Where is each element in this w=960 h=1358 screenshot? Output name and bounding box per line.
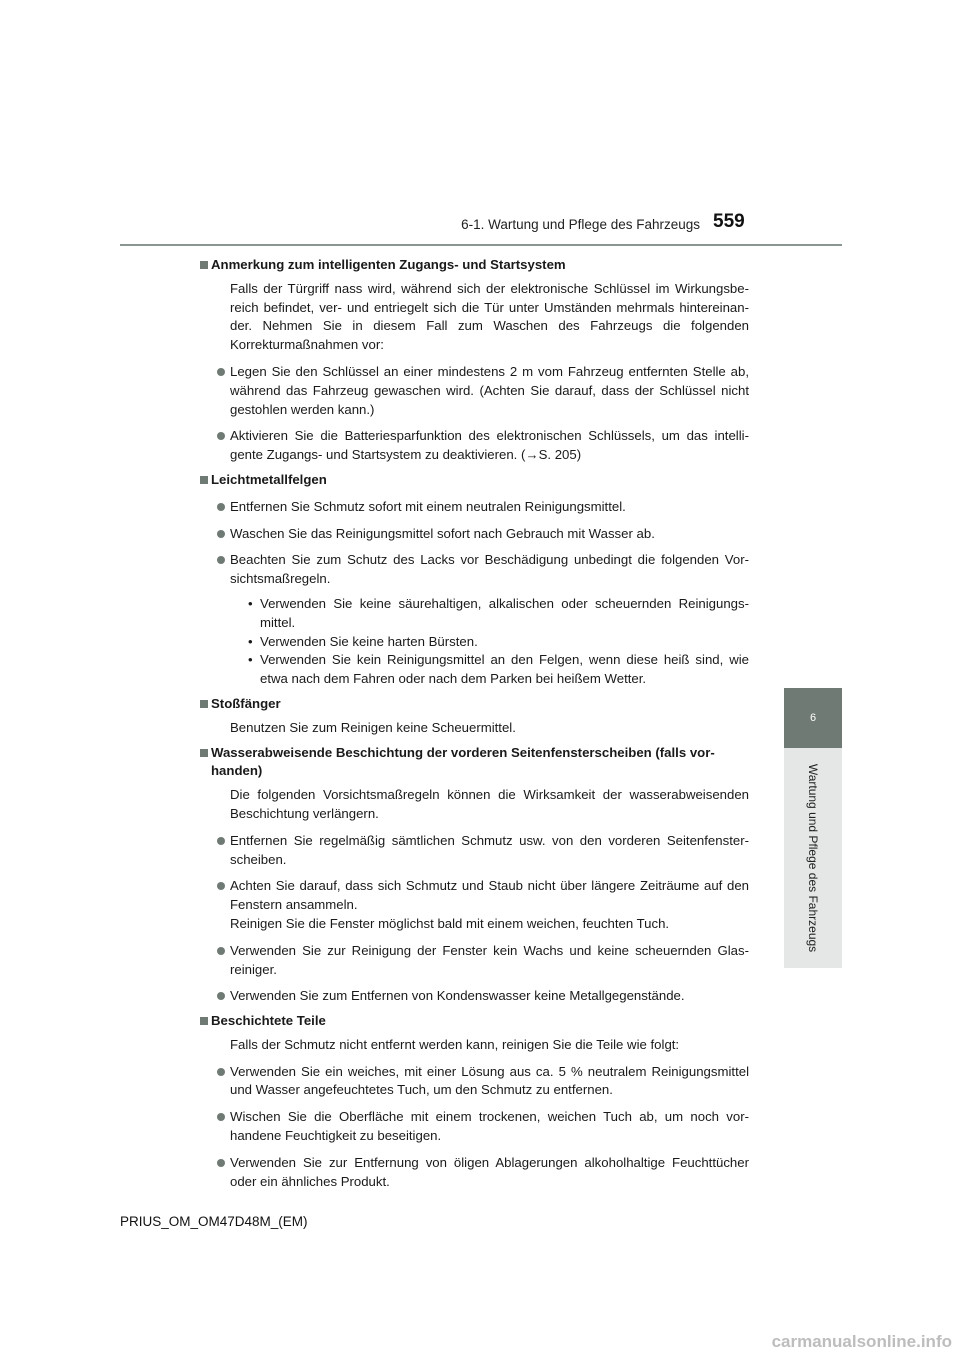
main-content [211,256,749,1191]
square-bullet-icon [200,476,208,484]
footer-document-code: PRIUS_OM_OM47D48M_(EM) [120,1214,308,1229]
sub-list-item-text: Verwenden Sie keine harten Bürsten. [260,633,478,649]
sub-list-item-text: Verwenden Sie kein Reinigungsmittel an den Felgen, wenn diese heiß sind, wie etwa nach dem Fahren oder nach dem Parken bei heißem Wetter. [260,652,749,687]
paragraph: Benutzen Sie zum Reinigen keine Scheuermittel. [230,719,516,735]
list-item-text: Waschen Sie das Reinigungsmittel sofort nach Gebrauch mit Wasser ab. [230,525,655,541]
chapter-number-tab: 6 [784,688,842,748]
list-item [230,517,749,544]
list-item-text: Beachten Sie zum Schutz des Lacks vor Beschädigung unbedingt die folgenden Vorsichtsmaßregeln. [230,552,749,587]
list-item [230,1100,749,1146]
section-heading-text: Wasserabweisende Beschichtung der vorderen Seitenfensterscheiben (falls vorhanden) [211,744,715,779]
list-item [230,869,749,933]
section [211,465,749,689]
paragraph: Falls der Türgriff nass wird, während sich der elektronische Schlüssel im Wirkungsbereich befindet, ver- und entriegelt sich die Tür unter Umständen mehrmals hintereinander. Nehmen Sie in diesem Fall zum Waschen des Fahrzeugs die folgenden Korrekturmaßnahmen vor: [230,280,749,353]
sub-list-item [249,651,749,689]
round-bullet-icon [217,368,225,376]
round-bullet-icon [217,1113,225,1121]
section-heading [211,695,749,714]
sub-list-item [249,595,749,633]
round-bullet-icon [217,882,225,890]
round-bullet-icon [217,1159,225,1167]
header-section-title: 6-1. Wartung und Pflege des Fahrzeugs [461,217,700,232]
list-item [230,934,749,980]
list-item-text: Aktivieren Sie die Batteriesparfunktion des elektronischen Schlüssels, um das intelligente Zugangs- und Startsystem zu deaktivieren. (→S. 205) [230,428,749,463]
round-bullet-icon [217,530,225,538]
header-divider [120,244,842,246]
section-heading-text: Beschichtete Teile [211,1013,326,1029]
round-bullet-icon [217,556,225,564]
list-item [230,543,749,589]
sub-list-item-text: Verwenden Sie keine säurehaltigen, alkalischen oder scheuernden Reinigungsmittel. [260,595,749,630]
page-number: 559 [713,211,745,232]
round-bullet-icon [217,837,225,845]
round-bullet-icon [217,1068,225,1076]
section-heading [211,471,749,490]
list-item-text: Verwenden Sie zur Entfernung von öligen Ablagerungen alkoholhaltige Feuchttücher oder ein ähnliches Produkt. [230,1154,749,1189]
list-item-text: Entfernen Sie Schmutz sofort mit einem neutralen Reinigungsmittel. [230,498,626,514]
square-bullet-icon [200,749,208,757]
round-bullet-icon [217,432,225,440]
section-heading [211,744,749,782]
list-item [230,490,749,517]
section [211,256,749,465]
round-bullet-icon [217,947,225,955]
list-item [230,1055,749,1101]
square-bullet-icon [200,1017,208,1025]
section [211,738,749,1007]
list-item [230,419,749,465]
list-item-text: Legen Sie den Schlüssel an einer mindestens 2 m vom Fahrzeug entfernten Stelle ab, während das Fahrzeug gewaschen wird. (Achten Sie darauf, dass der Schlüssel nicht gestohlen werden kann.) [230,363,749,417]
section-heading [211,1012,749,1031]
list-item [230,355,749,419]
paragraph: Die folgenden Vorsichtsmaßregeln können die Wirksamkeit der wasserabweisenden Beschichtung verlängern. [230,787,749,821]
list-item [230,979,749,1006]
section-heading [211,256,749,275]
list-item-text: Verwenden Sie zum Entfernen von Kondenswasser keine Metallgegenstände. [230,988,685,1004]
round-bullet-icon [217,992,225,1000]
list-item [230,824,749,870]
list-item [230,1146,749,1192]
list-item-text: Verwenden Sie ein weiches, mit einer Lösung aus ca. 5 % neutralem Reinigungsmittel und Wasser angefeuchtetes Tuch, um den Schmutz zu entfernen. [230,1063,749,1098]
square-bullet-icon [200,700,208,708]
section [211,1006,749,1191]
section-heading-text: Stoßfänger [211,695,281,711]
dot-icon: • [248,633,253,649]
dot-icon: • [248,595,253,611]
section-heading-text: Leichtmetallfelgen [211,471,327,487]
watermark: carmanualsonline.info [771,1332,952,1351]
list-item-text: Entfernen Sie regelmäßig sämtlichen Schmutz usw. von den vorderen Seitenfensterscheiben. [230,832,749,867]
sub-list-item [249,633,749,652]
section-heading-text: Anmerkung zum intelligenten Zugangs- und Startsystem [211,257,566,272]
square-bullet-icon [200,261,208,269]
section [211,689,749,738]
list-item-text: Wischen Sie die Oberfläche mit einem trockenen, weichen Tuch ab, um noch vorhandene Feuchtigkeit zu beseitigen. [230,1109,749,1144]
round-bullet-icon [217,503,225,511]
chapter-title-vertical: Wartung und Pflege des Fahrzeugs [806,763,820,953]
dot-icon: • [248,652,253,668]
list-item-text: Verwenden Sie zur Reinigung der Fenster kein Wachs und keine scheuernden Glasreiniger. [230,942,749,977]
sub-list [249,589,749,689]
list-item-text: Achten Sie darauf, dass sich Schmutz und Staub nicht über längere Zeiträume auf den Fenstern ansammeln. Reinigen Sie die Fenster möglichst bald mit einem weichen, feuchten Tuch. [230,878,749,931]
paragraph: Falls der Schmutz nicht entfernt werden kann, reinigen Sie die Teile wie folgt: [230,1036,680,1052]
